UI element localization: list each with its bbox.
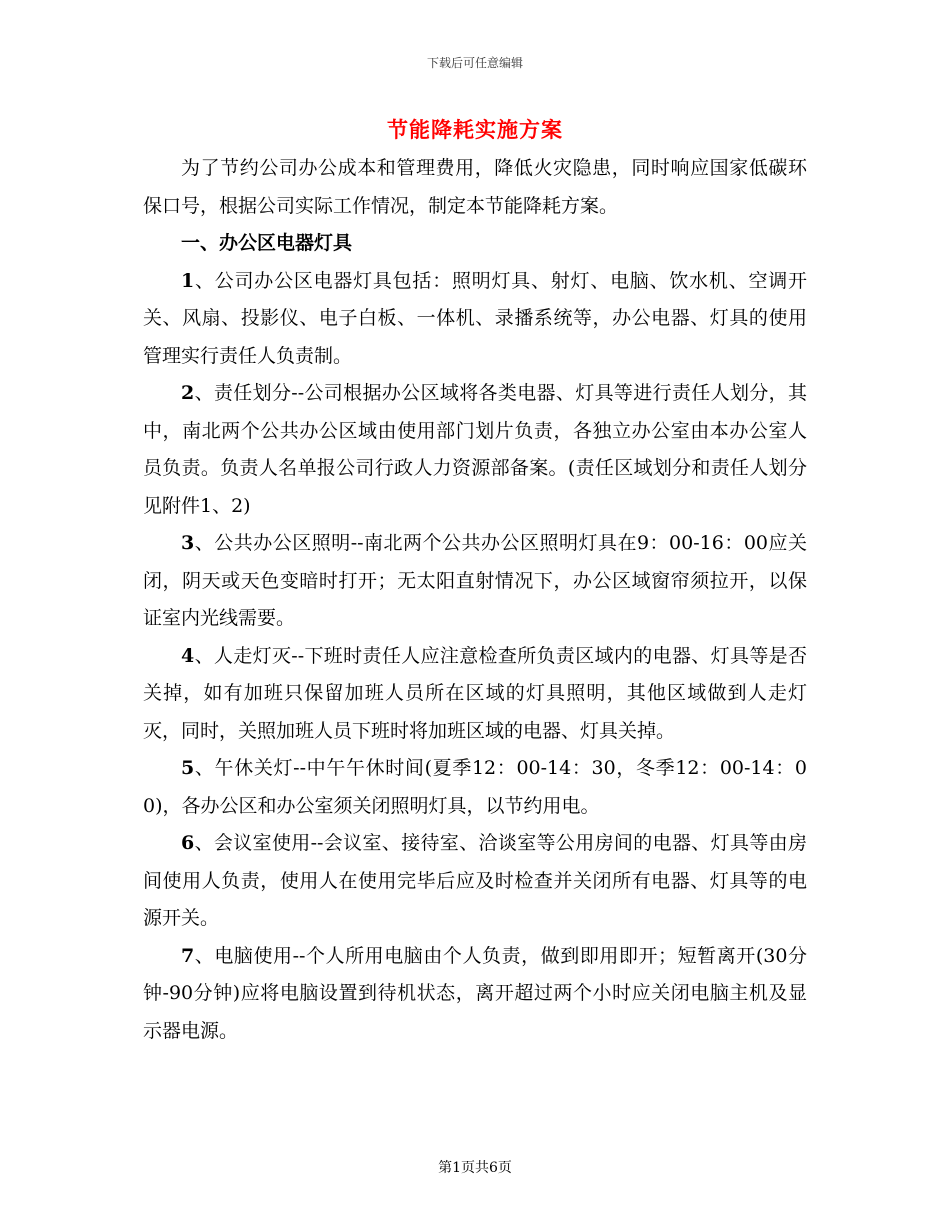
list-item [143, 638, 807, 751]
list-item [143, 375, 807, 525]
item-number: 3 [181, 532, 195, 554]
item-text: 、午休关灯--中午午休时间(夏季12：00-14：30，冬季12：00-14：00)，各办公区和办公室须关闭照明灯具，以节约用电。 [143, 757, 807, 817]
item-text: 、公共办公区照明--南北两个公共办公区照明灯具在9：00-16：00应关闭，阴天或天色变暗时打开；无太阳直射情况下，办公区域窗帘须拉开，以保证室内光线需要。 [143, 532, 807, 629]
item-number: 5 [181, 757, 195, 779]
list-item [143, 750, 807, 825]
item-text: 、会议室使用--会议室、接待室、洽谈室等公用房间的电器、灯具等由房间使用人负责，使用人在使用完毕后应及时检查并关闭所有电器、灯具等的电源开关。 [143, 832, 807, 929]
list-item [143, 525, 807, 638]
item-number: 7 [181, 944, 195, 967]
item-number: 4 [181, 644, 195, 667]
item-number: 6 [181, 832, 195, 854]
item-text: 、电脑使用--个人所用电脑由个人负责，做到即用即开；短暂离开(30分钟-90分钟)应将电脑设置到待机状态，离开超过两个小时应关闭电脑主机及显示器电源。 [143, 944, 807, 1042]
list-item [143, 938, 807, 1051]
section-heading: 一、办公区电器灯具 [181, 232, 353, 254]
list-item [143, 263, 807, 376]
list-item [143, 825, 807, 938]
item-text: 、人走灯灭--下班时责任人应注意检查所负责区域内的电器、灯具等是否关掉，如有加班只保留加班人员所在区域的灯具照明，其他区域做到人走灯灭，同时，关照加班人员下班时将加班区域的电器、灯具关掉。 [143, 644, 807, 742]
item-text: 、公司办公区电器灯具包括：照明灯具、射灯、电脑、饮水机、空调开关、风扇、投影仪、电子白板、一体机、录播系统等，办公电器、灯具的使用管理实行责任人负责制。 [143, 269, 807, 367]
intro-paragraph: 为了节约公司办公成本和管理费用，降低火灾隐患，同时响应国家低碳环保口号，根据公司实际工作情况，制定本节能降耗方案。 [143, 157, 807, 217]
item-text: 、责任划分--公司根据办公区域将各类电器、灯具等进行责任人划分，其中，南北两个公共办公区域由使用部门划片负责，各独立办公室由本办公室人员负责。负责人名单报公司行政人力资源部备案。(责任区域划分和责任人划分见附件1、2) [143, 382, 807, 517]
document-title: 节能降耗实施方案 [387, 117, 563, 142]
page-footer: 第1页共6页 [438, 1160, 512, 1176]
item-number: 1 [181, 269, 195, 292]
document-body [143, 150, 807, 1050]
item-number: 2 [181, 382, 195, 404]
header-note: 下载后可任意编辑 [426, 56, 523, 70]
